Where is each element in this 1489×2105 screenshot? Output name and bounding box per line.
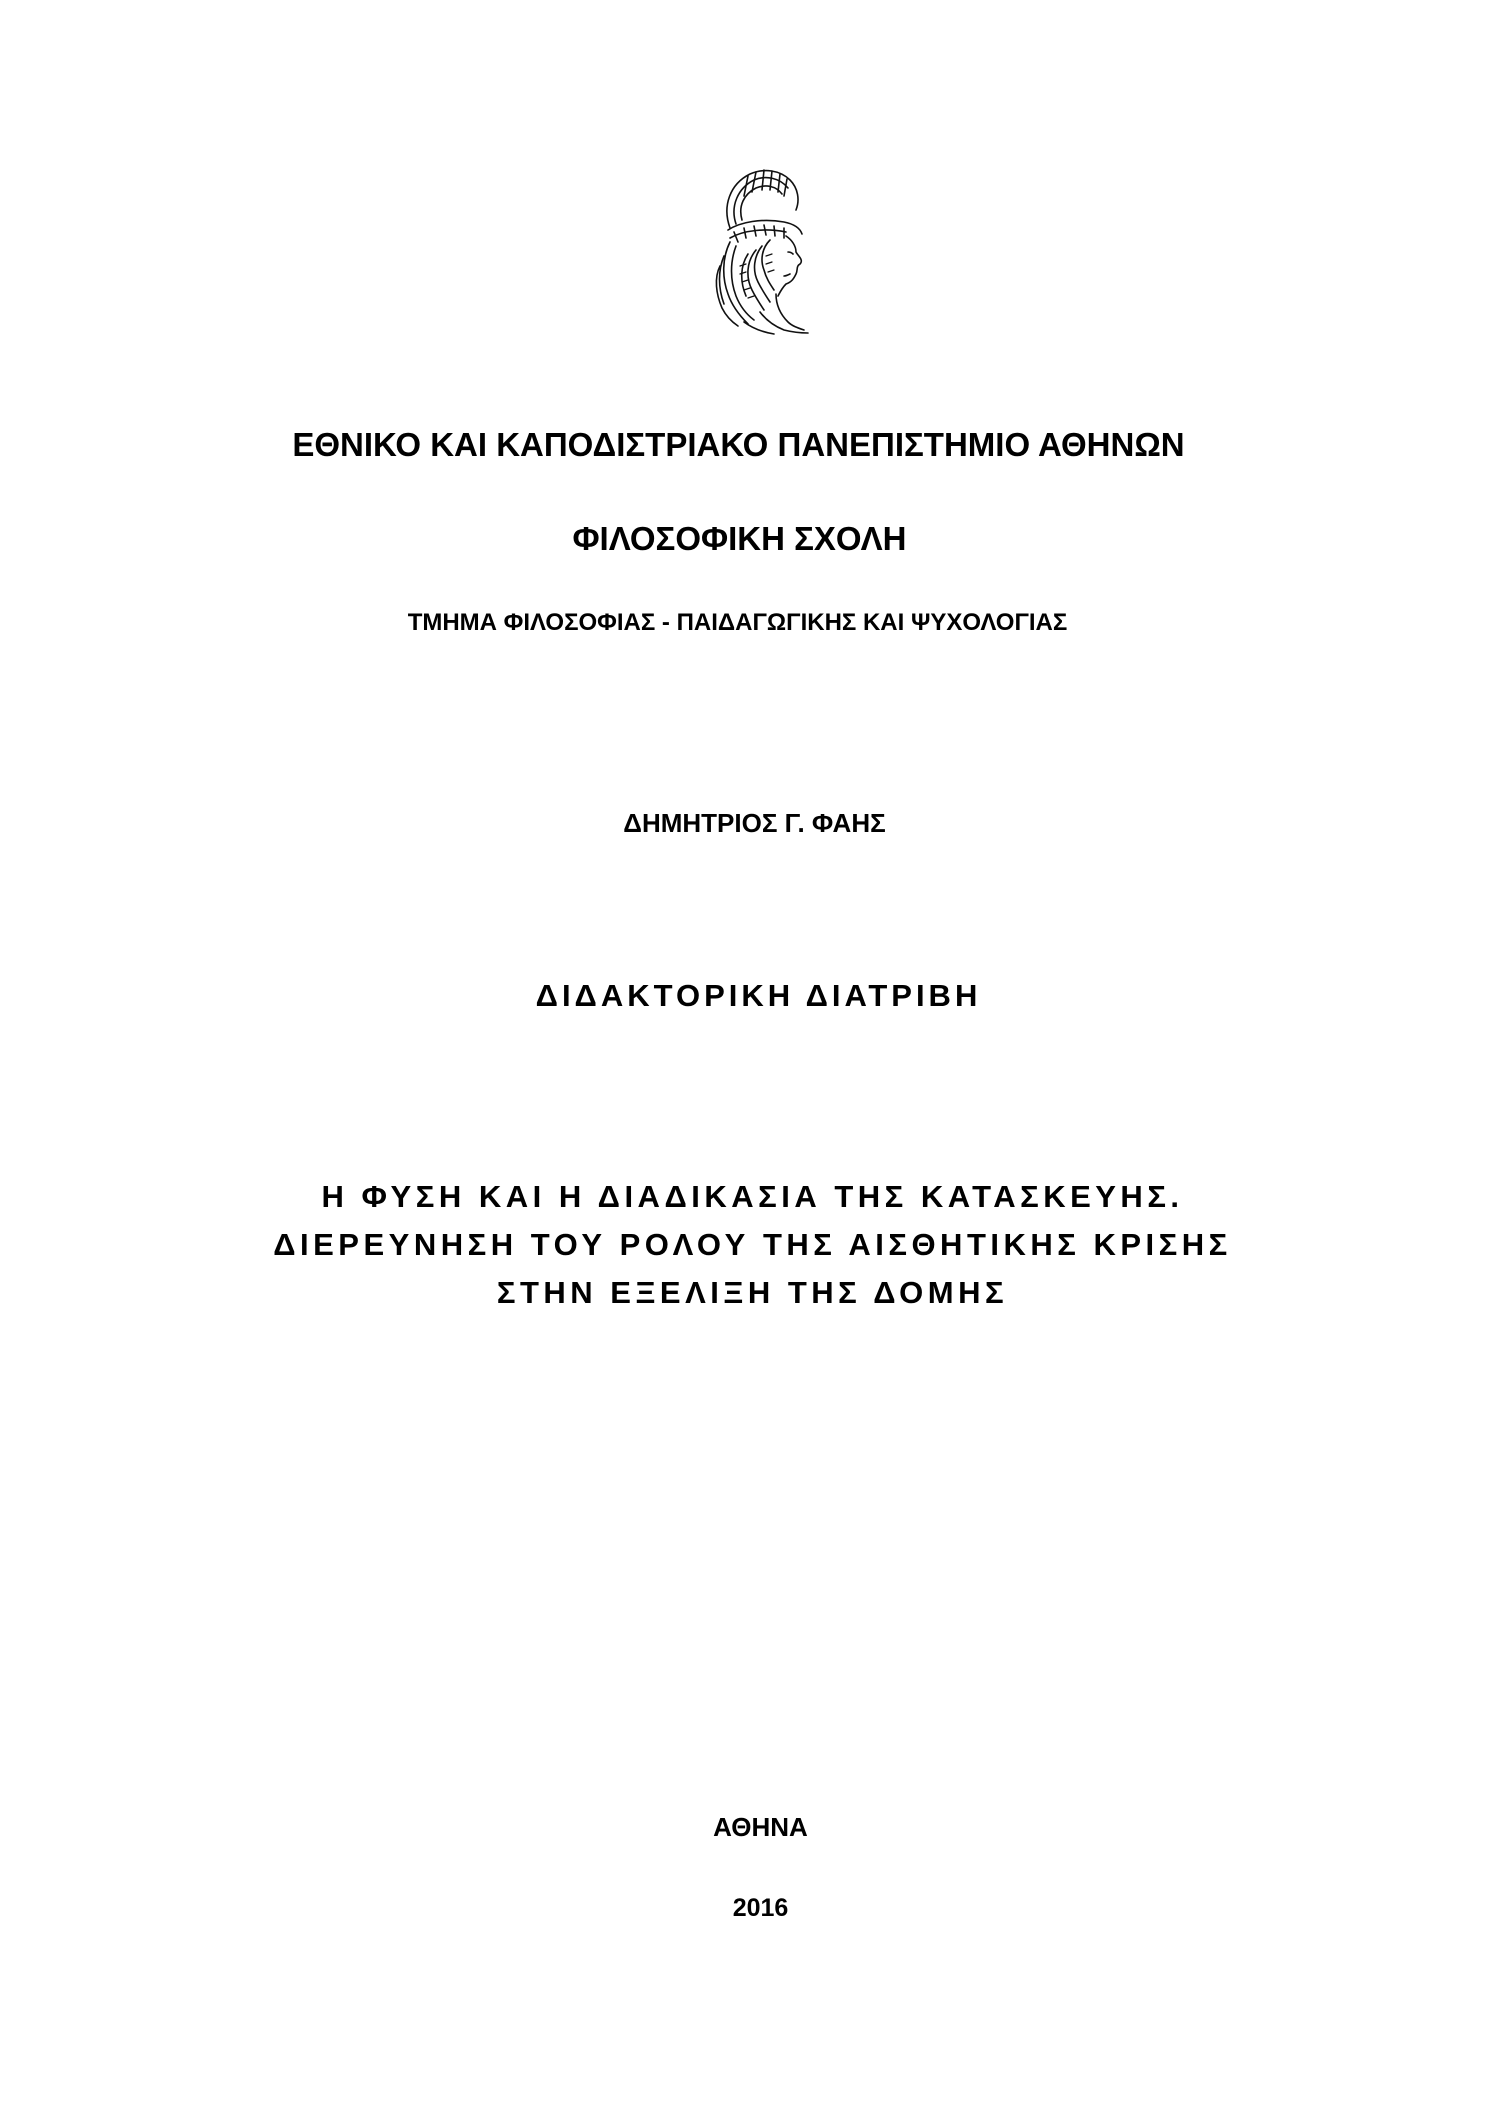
thesis-title-line-2: ΔΙΕΡΕΥΝΗΣΗ ΤΟΥ ΡΟΛΟΥ ΤΗΣ ΑΙΣΘΗΤΙΚΗΣ ΚΡΙΣΗΣ (273, 1227, 1232, 1262)
school-name: ΦΙΛΟΣΟΦΙΚΗ ΣΧΟΛΗ (572, 520, 907, 557)
department-name: ΤΜΗΜΑ ΦΙΛΟΣΟΦΙΑΣ - ΠΑΙΔΑΓΩΓΙΚΗΣ ΚΑΙ ΨΥΧΟΛΟΓΙΑΣ (407, 609, 1068, 636)
thesis-title-line-3: ΣΤΗΝ ΕΞΕΛΙΞΗ ΤΗΣ ΔΟΜΗΣ (496, 1275, 1009, 1310)
thesis-title (8, 1173, 1489, 1317)
city: ΑΘΗΝΑ (713, 1812, 808, 1842)
athena-head-emblem-icon (700, 166, 816, 336)
thesis-title-line-1: Η ΦΥΣΗ ΚΑΙ Η ΔΙΑΔΙΚΑΣΙΑ ΤΗΣ ΚΑΤΑΣΚΕΥΗΣ. (321, 1179, 1184, 1214)
thesis-type: ΔΙΔΑΚΤΟΡΙΚΗ ΔΙΑΤΡΙΒΗ (535, 978, 982, 1013)
author-name: ΔΗΜΗΤΡΙΟΣ Γ. ΦΑΗΣ (623, 808, 886, 838)
university-name: ΕΘΝΙΚΟ ΚΑΙ ΚΑΠΟΔΙΣΤΡΙΑΚΟ ΠΑΝΕΠΙΣΤΗΜΙΟ ΑΘΗΝΩΝ (292, 426, 1185, 463)
year: 2016 (732, 1894, 789, 1922)
